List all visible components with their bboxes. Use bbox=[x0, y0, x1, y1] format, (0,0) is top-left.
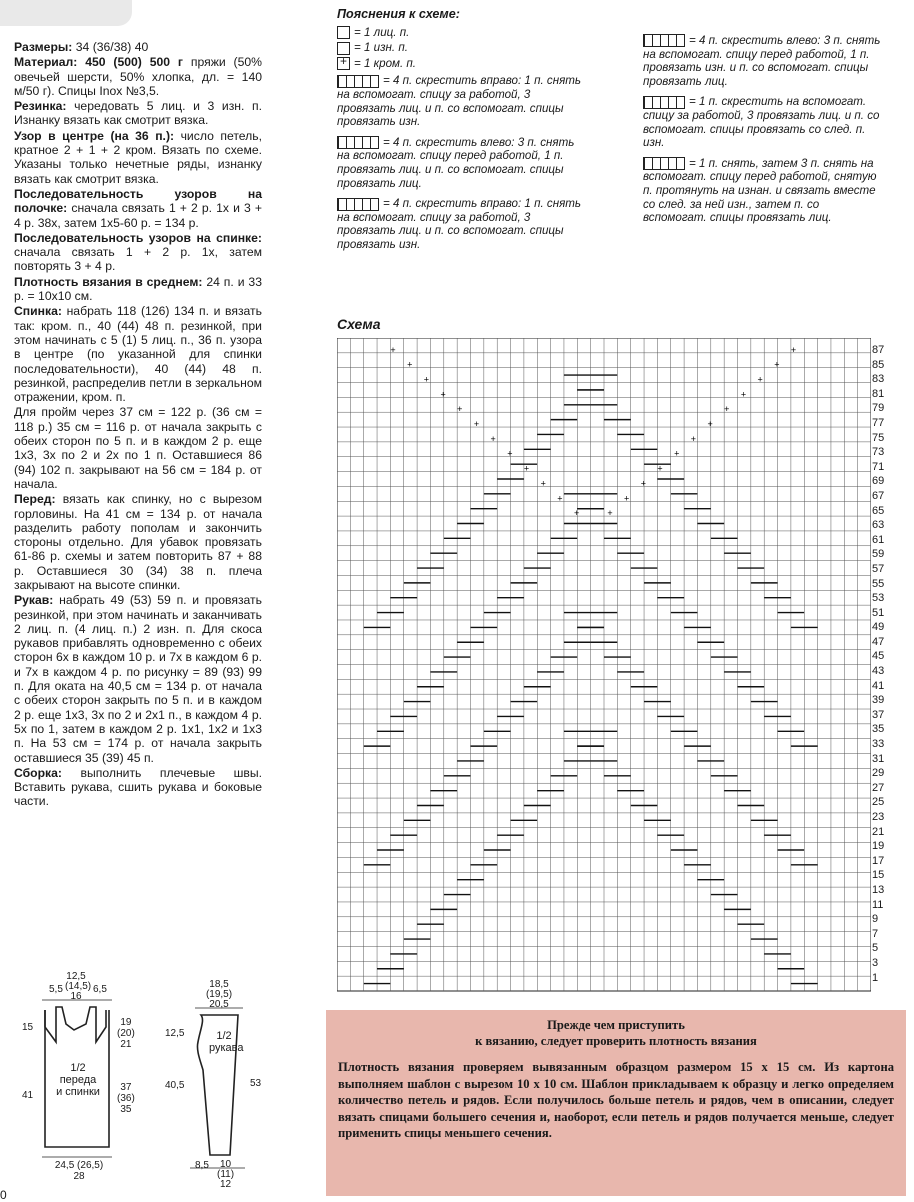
dim-right-top: 19 (20) 21 bbox=[117, 1017, 135, 1050]
edge-plus-mark: + bbox=[473, 419, 480, 430]
paragraph-front: Перед: вязать как спинку, но с вырезом горловины. На 41 см = 134 р. от начала разделить работу пополам и закончить стороны отдельно. Для убавок провязать 61-86 р. схемы и затем повторить 87 + 88 р. Оставшиеся 30 (34) 38 п. плеча закрывают на высоте спинки. bbox=[14, 492, 262, 592]
cross-left-symbol-icon bbox=[337, 136, 379, 149]
notice-title: Прежде чем приступить к вязанию, следует проверить плотность вязания bbox=[475, 1018, 757, 1048]
row-number: 69 bbox=[872, 475, 885, 488]
row-number: 17 bbox=[872, 854, 885, 867]
row-number: 21 bbox=[872, 825, 885, 838]
edge-plus-mark: + bbox=[674, 448, 680, 459]
paragraph-center-pattern: Узор в центре (на 36 п.): число петель, кратное 2 + 1 + 2 кром. Вязать по схеме. Указаны только нечетные ряды, изнанку вязать как смотрит вязка. bbox=[14, 128, 262, 186]
sleeve-dim-top: 18,5 (19,5) 20,5 bbox=[205, 979, 233, 1010]
row-number: 13 bbox=[872, 883, 885, 896]
sleeve-dim-left-2: 40,5 bbox=[165, 1080, 185, 1091]
slip-pull-symbol-icon bbox=[643, 157, 685, 170]
row-number: 47 bbox=[872, 635, 885, 648]
cross-right-purl-symbol-icon bbox=[337, 198, 379, 211]
row-number: 59 bbox=[872, 548, 885, 561]
row-number: 41 bbox=[872, 679, 885, 692]
row-number: 25 bbox=[872, 796, 885, 809]
row-number: 79 bbox=[872, 402, 885, 415]
paragraph-back: Спинка: набрать 118 (126) 134 п. и вязать так: кром. п., 40 (44) 48 п. резинкой, при этом начинать с 5 (1) 5 лиц. п., 36 п. узора в центре (по указанной для спинки последовательности), 40 (44) 48 п. резинкой, распределив петли в зеркальном отражении, кром. п. bbox=[14, 304, 262, 405]
edge-plus-mark: + bbox=[573, 508, 580, 519]
sleeve-label: 1/2 рукава bbox=[209, 1030, 244, 1054]
legend-item-knit: = 1 лиц. п. bbox=[337, 26, 582, 40]
row-number: 19 bbox=[872, 840, 885, 853]
dim-top-right: 6,5 bbox=[93, 984, 107, 995]
row-number: 87 bbox=[872, 344, 885, 356]
page-corner-tab bbox=[0, 0, 132, 26]
dim-top-mid: 12,5 (14,5) 16 bbox=[65, 971, 92, 1002]
row-number: 63 bbox=[872, 519, 885, 532]
edge-plus-mark: + bbox=[507, 448, 513, 459]
row-number: 75 bbox=[872, 431, 885, 444]
edge-plus-mark: + bbox=[490, 433, 496, 444]
instructions-text bbox=[14, 40, 262, 810]
front-back-diagram bbox=[14, 972, 159, 1192]
gauge-notice-box bbox=[326, 1010, 906, 1196]
row-number: 43 bbox=[872, 665, 885, 678]
dim-left-1: 15 bbox=[22, 1022, 34, 1033]
knitting-chart bbox=[337, 338, 871, 1003]
legend-item-cross-right-1: = 4 п. скрестить вправо: 1 п. снять на вспомогат. спицу за работой, 3 провязать лиц. и п. со вспомогат. спицы провязать изн. bbox=[337, 74, 582, 129]
legend-item-purl: = 1 изн. п. bbox=[337, 41, 582, 55]
row-number: 73 bbox=[872, 446, 885, 459]
cross-slip-symbol-icon bbox=[643, 96, 685, 109]
row-number: 37 bbox=[872, 708, 885, 721]
dim-left-2: 41 bbox=[22, 1090, 34, 1101]
row-number: 5 bbox=[872, 942, 879, 955]
schema-title: Схема bbox=[337, 316, 381, 332]
row-number: 71 bbox=[872, 460, 885, 473]
row-number: 7 bbox=[872, 927, 879, 940]
row-number: 3 bbox=[872, 956, 879, 969]
sleeve-diagram bbox=[165, 980, 275, 1195]
edge-plus-mark: + bbox=[740, 389, 747, 400]
edge-plus-mark: + bbox=[757, 374, 763, 385]
edge-plus-mark: + bbox=[690, 433, 697, 444]
purl-symbol-icon bbox=[337, 42, 350, 55]
legend-item-cross-slip: = 1 п. скрестить на вспомогат. спицу за работой, 3 провязать лиц. и п. со вспомогат. спицы провязать со след. п. изн. bbox=[643, 95, 880, 150]
sleeve-dim-right: 53 bbox=[250, 1078, 262, 1089]
page-number: 0 bbox=[0, 1188, 7, 1202]
row-number: 11 bbox=[872, 898, 884, 911]
row-number: 65 bbox=[872, 504, 885, 517]
row-number: 1 bbox=[872, 971, 879, 984]
legend-column-1 bbox=[337, 8, 582, 259]
legend-title: Пояснения к схеме: bbox=[337, 7, 460, 21]
sleeve-dim-bottom-right: 10 (11) 12 bbox=[217, 1159, 235, 1190]
row-number: 57 bbox=[872, 562, 885, 575]
edge-plus-mark: + bbox=[390, 344, 396, 355]
paragraph-rib: Резинка: чередовать 5 лиц. и 3 изн. п. Изнанку вязать как смотрит вязка. bbox=[14, 99, 262, 128]
edge-plus-mark: + bbox=[724, 404, 730, 415]
row-numbers bbox=[872, 345, 884, 987]
front-back-label: 1/2 переда и спинки bbox=[56, 1062, 100, 1098]
row-number: 35 bbox=[872, 723, 885, 736]
sleeve-dim-left-1: 12,5 bbox=[165, 1028, 185, 1039]
edge-plus-mark: + bbox=[407, 359, 413, 370]
edge-plus-mark: + bbox=[657, 463, 663, 474]
edge-plus-mark: + bbox=[790, 344, 797, 355]
knitting-chart-grid bbox=[337, 338, 871, 998]
edge-plus-mark: + bbox=[774, 359, 780, 370]
row-number: 23 bbox=[872, 811, 885, 823]
cross-left-purl-symbol-icon bbox=[643, 34, 685, 47]
paragraph-assembly: Сборка: выполнить плечевые швы. Вставить рукава, сшить рукава и боковые части. bbox=[14, 765, 262, 809]
edge-plus-mark: + bbox=[557, 493, 563, 504]
knit-symbol-icon bbox=[337, 26, 350, 39]
paragraph-sleeve: Рукав: набрать 49 (53) 59 п. и провязать резинкой, при этом начинать и заканчивать 2 лиц. п. (4 лиц. п.) 2 изн. п. Для скоса рукавов прибавлять одновременно с обеих сторон 6x в каждом 10 р. и 7x в каждом 6 р. и 7x в каждом 4 р. по рисунку = 89 (93) 99 п. Для оката на 40,5 см = 134 р. от начала с обеих сторон закрыть по 5 п. и в каждом 2 р. еще 1x3, 3x по 2 и 2x1 п., в каждом 4 р. 5x по 1, затем в каждом 2 р. 1x1, 1x2 и 1x3 п. На 53 см = 174 р. от начала закрыть оставшиеся 35 (39) 45 п. bbox=[14, 593, 262, 765]
legend-item-edge: + = 1 кром. п. bbox=[337, 57, 582, 71]
row-number: 67 bbox=[872, 489, 885, 502]
row-number: 15 bbox=[872, 869, 885, 882]
row-number: 81 bbox=[872, 387, 885, 400]
edge-plus-mark: + bbox=[624, 493, 630, 504]
edge-plus-mark: + bbox=[607, 508, 613, 519]
edge-plus-mark: + bbox=[540, 478, 546, 489]
row-number: 9 bbox=[872, 913, 879, 926]
edge-plus-mark: + bbox=[440, 389, 446, 400]
paragraph-armholes: Для пройм через 37 см = 122 р. (36 см = 118 р.) 35 см = 116 р. от начала закрыть с обеих сторон по 5 п. и в каждом 2 р. еще 1x3, 3x по 2 и 2x по 1 п. Оставшиеся 86 (94) 102 п. закрывают на 56 см = 184 р. от начала. bbox=[14, 405, 262, 491]
paragraph-material: Материал: 450 (500) 500 г пряжи (50% овечьей шерсти, 50% хлопка, дл. = 140 м/50 г). Спицы Inox №3,5. bbox=[14, 55, 263, 98]
edge-stitch-symbol-icon: + bbox=[337, 57, 350, 70]
row-number: 45 bbox=[872, 650, 885, 663]
edge-plus-mark: + bbox=[640, 478, 646, 489]
row-number: 33 bbox=[872, 738, 885, 751]
legend-item-cross-right-2: = 4 п. скрестить вправо: 1 п. снять на вспомогат. спицу за работой, 3 провязать лиц. и п. со вспомогат. спицы провязать изн. bbox=[337, 197, 582, 251]
edge-plus-mark: + bbox=[457, 404, 463, 415]
edge-plus-mark: + bbox=[523, 463, 530, 474]
dim-bottom: 24,5 (26,5) 28 bbox=[54, 1160, 104, 1182]
notice-body: Плотность вязания проверяем вывязанным образцом размером 15 x 15 см. Из картона выполняем шаблон с вырезом 10 x 10 см. Шаблон прикладываем к образцу и легко определяем количество петель и рядов. Если получилось больше петель и рядов, чем в описании, следует вязать спицами большего сечения и, наоборот, если петель и рядов получается меньше, следует применить спицы меньшего сечения. bbox=[338, 1060, 894, 1140]
row-number: 27 bbox=[872, 781, 885, 794]
paragraph-front-sequence: Последовательность узоров на полочке: сначала связать 1 + 2 р. 1x и 3 + 4 р. 38x, затем 1x5-60 р. = 134 р. bbox=[14, 186, 262, 230]
dim-top-left: 5,5 bbox=[49, 984, 63, 995]
dim-right-bottom: 37 (36) 35 bbox=[117, 1082, 135, 1115]
row-number: 55 bbox=[872, 577, 885, 590]
legend-item-slip-pull: = 1 п. снять, затем 3 п. снять на вспомогат. спицу перед работой, снятую п. протянуть на изнан. и связать вместе со след. за ней изн., затем п. со вспомогат. спицы провязать лиц. bbox=[643, 156, 877, 225]
edge-plus-mark: + bbox=[707, 419, 713, 430]
row-number: 49 bbox=[872, 621, 885, 634]
paragraph-back-sequence: Последовательность узоров на спинке: сначала связать 1 + 2 р. 1x, затем повторять 3 + 4 р. bbox=[14, 230, 262, 274]
row-number: 85 bbox=[872, 358, 885, 371]
row-number: 83 bbox=[872, 373, 885, 386]
edge-plus-mark: + bbox=[423, 374, 430, 385]
legend-item-cross-left-1: = 4 п. скрестить влево: 3 п. снять на вспомогат. спицу перед работой, 1 п. провязать лиц. и п. со вспомогат. спицы провязать лиц. bbox=[337, 135, 575, 190]
row-number: 53 bbox=[872, 592, 885, 605]
row-number: 61 bbox=[872, 533, 885, 546]
paragraph-gauge: Плотность вязания в среднем: 24 п. и 33 р. = 10x10 см. bbox=[14, 274, 262, 304]
legend-item-cross-left-2: = 4 п. скрестить влево: 3 п. снять на вспомогат. спицу перед работой, 1 п. провязать изн. и п. со вспомогат. спицы провязать лиц. bbox=[643, 34, 881, 88]
row-number: 29 bbox=[872, 767, 885, 780]
row-number: 77 bbox=[872, 416, 885, 429]
row-number: 39 bbox=[872, 694, 885, 707]
paragraph-sizes: Размеры: 34 (36/38) 40 bbox=[14, 40, 149, 54]
cross-right-symbol-icon bbox=[337, 75, 379, 88]
sleeve-dim-bottom-left: 8,5 bbox=[195, 1160, 209, 1171]
row-number: 31 bbox=[872, 752, 885, 765]
row-number: 51 bbox=[872, 606, 885, 619]
legend-column-2 bbox=[643, 34, 883, 232]
